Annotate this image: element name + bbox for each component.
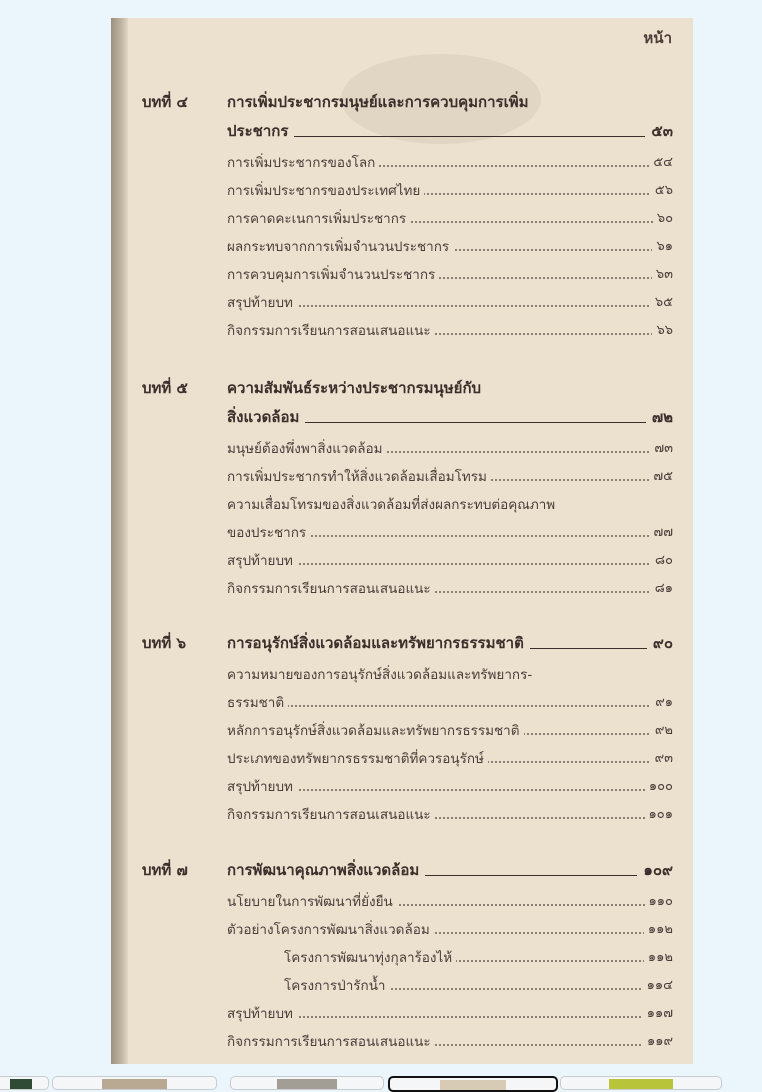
toc-page-number: ๘๐ [651,549,673,570]
toc-entry[interactable] [227,463,673,487]
toc-entry-text: การควบคุมการเพิ่มจำนวนประชากร [227,263,439,285]
chapter-title-text: สิ่งแวดล้อม [227,405,305,429]
thumbnail-image [609,1079,673,1089]
thumbnail-image [277,1079,338,1089]
toc-page-number: ๑๑๒ [644,918,673,939]
toc-entry-text: ความหมายของการอนุรักษ์สิ่งแวดล้อมและทรัพยากร- [227,663,536,685]
chapter-page-number: ๕๓ [645,119,673,143]
toc-page [111,18,693,1064]
chapter-number: บทที่ ๖ [142,634,187,652]
toc-page-number: ๖๓ [652,263,673,284]
toc-entry[interactable] [227,717,673,741]
toc-subentry[interactable] [284,972,673,996]
toc-page-number: ๑๐๐ [645,775,673,796]
toc-entry-text: การเพิ่มประชากรทำให้สิ่งแวดล้อมเสื่อมโทรม [227,465,491,487]
toc-page-number: ๙๒ [651,719,673,740]
toc-entry[interactable] [227,661,673,685]
toc-page-number: ๗๓ [650,437,673,458]
toc-page-number: ๖๐ [653,207,673,228]
page-column-header: หน้า [643,29,672,47]
toc-page-number: ๑๑๙ [643,1030,673,1051]
chapter-title[interactable] [227,119,673,143]
toc-entry-text: การคาดคะเนการเพิ่มประชากร [227,207,410,229]
toc-page-number: ๙๓ [651,747,673,768]
chapter-title[interactable] [227,631,673,655]
toc-entry[interactable] [227,801,673,825]
toc-entry[interactable] [227,205,673,229]
chapter-title-text: การพัฒนาคุณภาพสิ่งแวดล้อม [227,858,425,882]
book-spine-shadow [111,18,128,1064]
toc-entry[interactable] [227,575,673,599]
toc-entry[interactable] [227,1000,673,1024]
toc-entry[interactable] [227,149,673,173]
toc-page-number: ๖๑ [652,235,673,256]
toc-entry-text: สรุปท้ายบท [227,1002,297,1024]
toc-entry-text: สรุปท้ายบท [227,775,297,797]
toc-entry[interactable] [227,519,673,543]
toc-entry-text: ของประชากร [227,521,310,543]
page-thumbnail[interactable] [52,1076,217,1090]
chapter-title-text: การอนุรักษ์สิ่งแวดล้อมและทรัพยากรธรรมชาติ [227,631,530,655]
toc-entry-text: นโยบายในการพัฒนาที่ยั่งยืน [227,890,397,912]
toc-page-number: ๕๖ [651,179,673,200]
toc-page-number: ๖๕ [651,291,673,312]
chapter-title-line: ความสัมพันธ์ระหว่างประชากรมนุษย์กับ [227,379,482,397]
thumbnail-image [440,1080,506,1090]
toc-entry[interactable] [227,177,673,201]
toc-entry[interactable] [227,289,673,313]
toc-entry-text: ธรรมชาติ [227,691,288,713]
toc-subentry[interactable] [284,944,673,968]
toc-page-number: ๖๖ [652,319,673,340]
thumbnail-strip [0,1076,762,1085]
chapter-title[interactable] [227,858,673,882]
toc-entry[interactable] [227,547,673,571]
toc-entry-text: โครงการพัฒนาทุ่งกุลาร้องไห้ [284,946,456,968]
toc-page-number: ๕๔ [649,151,673,172]
toc-entry[interactable] [227,888,673,912]
toc-entry[interactable] [227,317,673,341]
chapter-title[interactable] [227,405,673,429]
chapter-page-number: ๑๐๙ [637,858,673,882]
page-thumbnail[interactable] [388,1076,558,1092]
chapter-number: บทที่ ๕ [142,379,188,397]
toc-page-number: ๑๐๑ [645,803,673,824]
toc-entry-text: มนุษย์ต้องพึ่งพาสิ่งแวดล้อม [227,437,387,459]
page-thumbnail[interactable] [560,1076,722,1090]
page-thumbnail[interactable] [230,1076,384,1090]
toc-entry-text: ประเภทของทรัพยากรธรรมชาติที่ควรอนุรักษ์ [227,747,488,769]
thumbnail-image [102,1079,167,1089]
toc-page-number: ๗๕ [649,465,673,486]
thumbnail-image [10,1079,32,1089]
toc-entry[interactable] [227,745,673,769]
page-thumbnail[interactable] [0,1076,49,1090]
toc-entry-text: กิจกรรมการเรียนการสอนเสนอแนะ [227,1030,435,1052]
toc-page-number: ๗๗ [649,521,673,542]
toc-entry-text: กิจกรรมการเรียนการสอนเสนอแนะ [227,803,435,825]
toc-entry[interactable] [227,435,673,459]
toc-entry-text: กิจกรรมการเรียนการสอนเสนอแนะ [227,577,435,599]
toc-entry[interactable] [227,261,673,285]
toc-entry-text: กิจกรรมการเรียนการสอนเสนอแนะ [227,319,435,341]
toc-entry-text: ความเสื่อมโทรมของสิ่งแวดล้อมที่ส่งผลกระทบต่อคุณภาพ [227,493,559,515]
toc-page-number: ๑๑๔ [643,974,673,995]
toc-entry-text: โครงการป่ารักน้ำ [284,974,390,996]
chapter-page-number: ๙๐ [647,631,673,655]
toc-entry-text: ตัวอย่างโครงการพัฒนาสิ่งแวดล้อม [227,918,434,940]
chapter-number: บทที่ ๔ [142,93,188,111]
toc-entry-text: สรุปท้ายบท [227,549,297,571]
toc-page-number: ๙๑ [651,691,673,712]
toc-entry[interactable] [227,773,673,797]
toc-entry-text: หลักการอนุรักษ์สิ่งแวดล้อมและทรัพยากรธรรมชาติ [227,719,524,741]
toc-page-number: ๘๑ [651,577,673,598]
toc-entry-text: การเพิ่มประชากรของโลก [227,151,379,173]
toc-entry-text: สรุปท้ายบท [227,291,297,313]
chapter-number: บทที่ ๗ [142,861,188,879]
chapter-title-line: การเพิ่มประชากรมนุษย์และการควบคุมการเพิ่ม [227,93,529,111]
toc-entry[interactable] [227,916,673,940]
chapter-title-text: ประชากร [227,119,294,143]
toc-page-number: ๑๑๒ [644,946,673,967]
toc-entry[interactable] [227,689,673,713]
toc-entry-text: การเพิ่มประชากรของประเทศไทย [227,179,424,201]
toc-page-number: ๑๑๗ [643,1002,673,1023]
toc-entry[interactable] [227,491,673,515]
toc-page-number: ๑๑๐ [645,890,673,911]
toc-entry[interactable] [227,233,673,257]
toc-entry-text: ผลกระทบจากการเพิ่มจำนวนประชากร [227,235,453,257]
leader-dots [227,705,673,707]
toc-entry[interactable] [227,1028,673,1052]
chapter-page-number: ๗๒ [646,405,673,429]
